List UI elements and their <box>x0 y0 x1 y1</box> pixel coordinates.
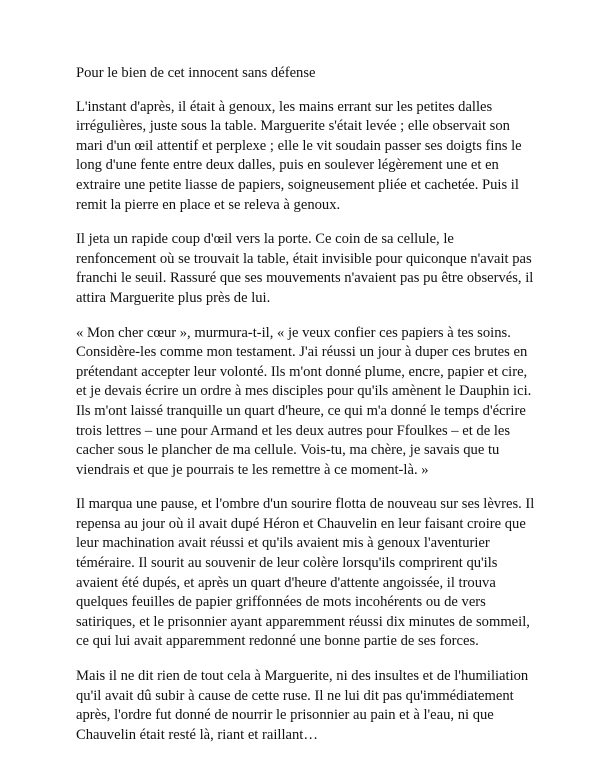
document-title: Pour le bien de cet innocent sans défense <box>76 65 316 81</box>
paragraph-5: Mais il ne dit rien de tout cela à Marguerite, ni des insultes et de l'humiliation qu'il avait dû subir à cause de cette ruse. Il ne lui dit pas qu'immédiatement après, l'ordre fut donné de nourrir le prisonnier au pain et à l'eau, ni que Chauvelin était resté là, riant et raillant… <box>76 668 529 743</box>
document-page <box>76 64 536 760</box>
paragraph-4: Il marqua une pause, et l'ombre d'un sourire flotta de nouveau sur ses lèvres. Il repensa au jour où il avait dupé Héron et Chauvelin en leur faisant croire que leur machination avait réussi et qu'ils avaient mis à genoux l'aventurier téméraire. Il sourit au souvenir de leur colère lorsqu'ils comprirent qu'ils avaient été dupés, et après un quart d'heure d'attente angoissée, il trouva quelques feuilles de papier griffonnées de mots incohérents ou de vers satiriques, et le prisonnier ayant apparemment réussi dix minutes de sommeil, ce qui lui avait apparemment redonné une bonne partie de ses forces. <box>76 496 535 650</box>
paragraph-2: Il jeta un rapide coup d'œil vers la porte. Ce coin de sa cellule, le renfoncement où se trouvait la table, était invisible pour quiconque n'avait pas franchi le seuil. Rassuré que ses mouvements n'avaient pas pu être observés, il attira Marguerite plus près de lui. <box>76 231 534 306</box>
paragraph-3: « Mon cher cœur », murmura-t-il, « je veux confier ces papiers à tes soins. Considère-les comme mon testament. J'ai réussi un jour à duper ces brutes en prétendant accepter leur volonté. Ils m'ont donné plume, encre, papier et cire, et je devais écrire un ordre à mes disciples pour qu'ils amènent le Dauphin ici. Ils m'ont laissé tranquille un quart d'heure, ce qui m'a donné le temps d'écrire trois lettres – une pour Armand et les deux autres pour Ffoulkes – et de les cacher sous le plancher de ma cellule. Vois-tu, ma chère, je savais que tu viendrais et que je pourrais te les remettre à ce moment-là. » <box>76 324 532 478</box>
paragraph-1: L'instant d'après, il était à genoux, les mains errant sur les petites dalles irrégulières, juste sous la table. Marguerite s'était levée ; elle observait son mari d'un œil attentif et perplexe ; elle le vit soudain passer ses doigts fins le long d'une fente entre deux dalles, puis en soulever légèrement une et en extraire une petite liasse de papiers, soigneusement pliée et cachetée. Puis il remit la pierre en place et se releva à genoux. <box>76 98 522 213</box>
